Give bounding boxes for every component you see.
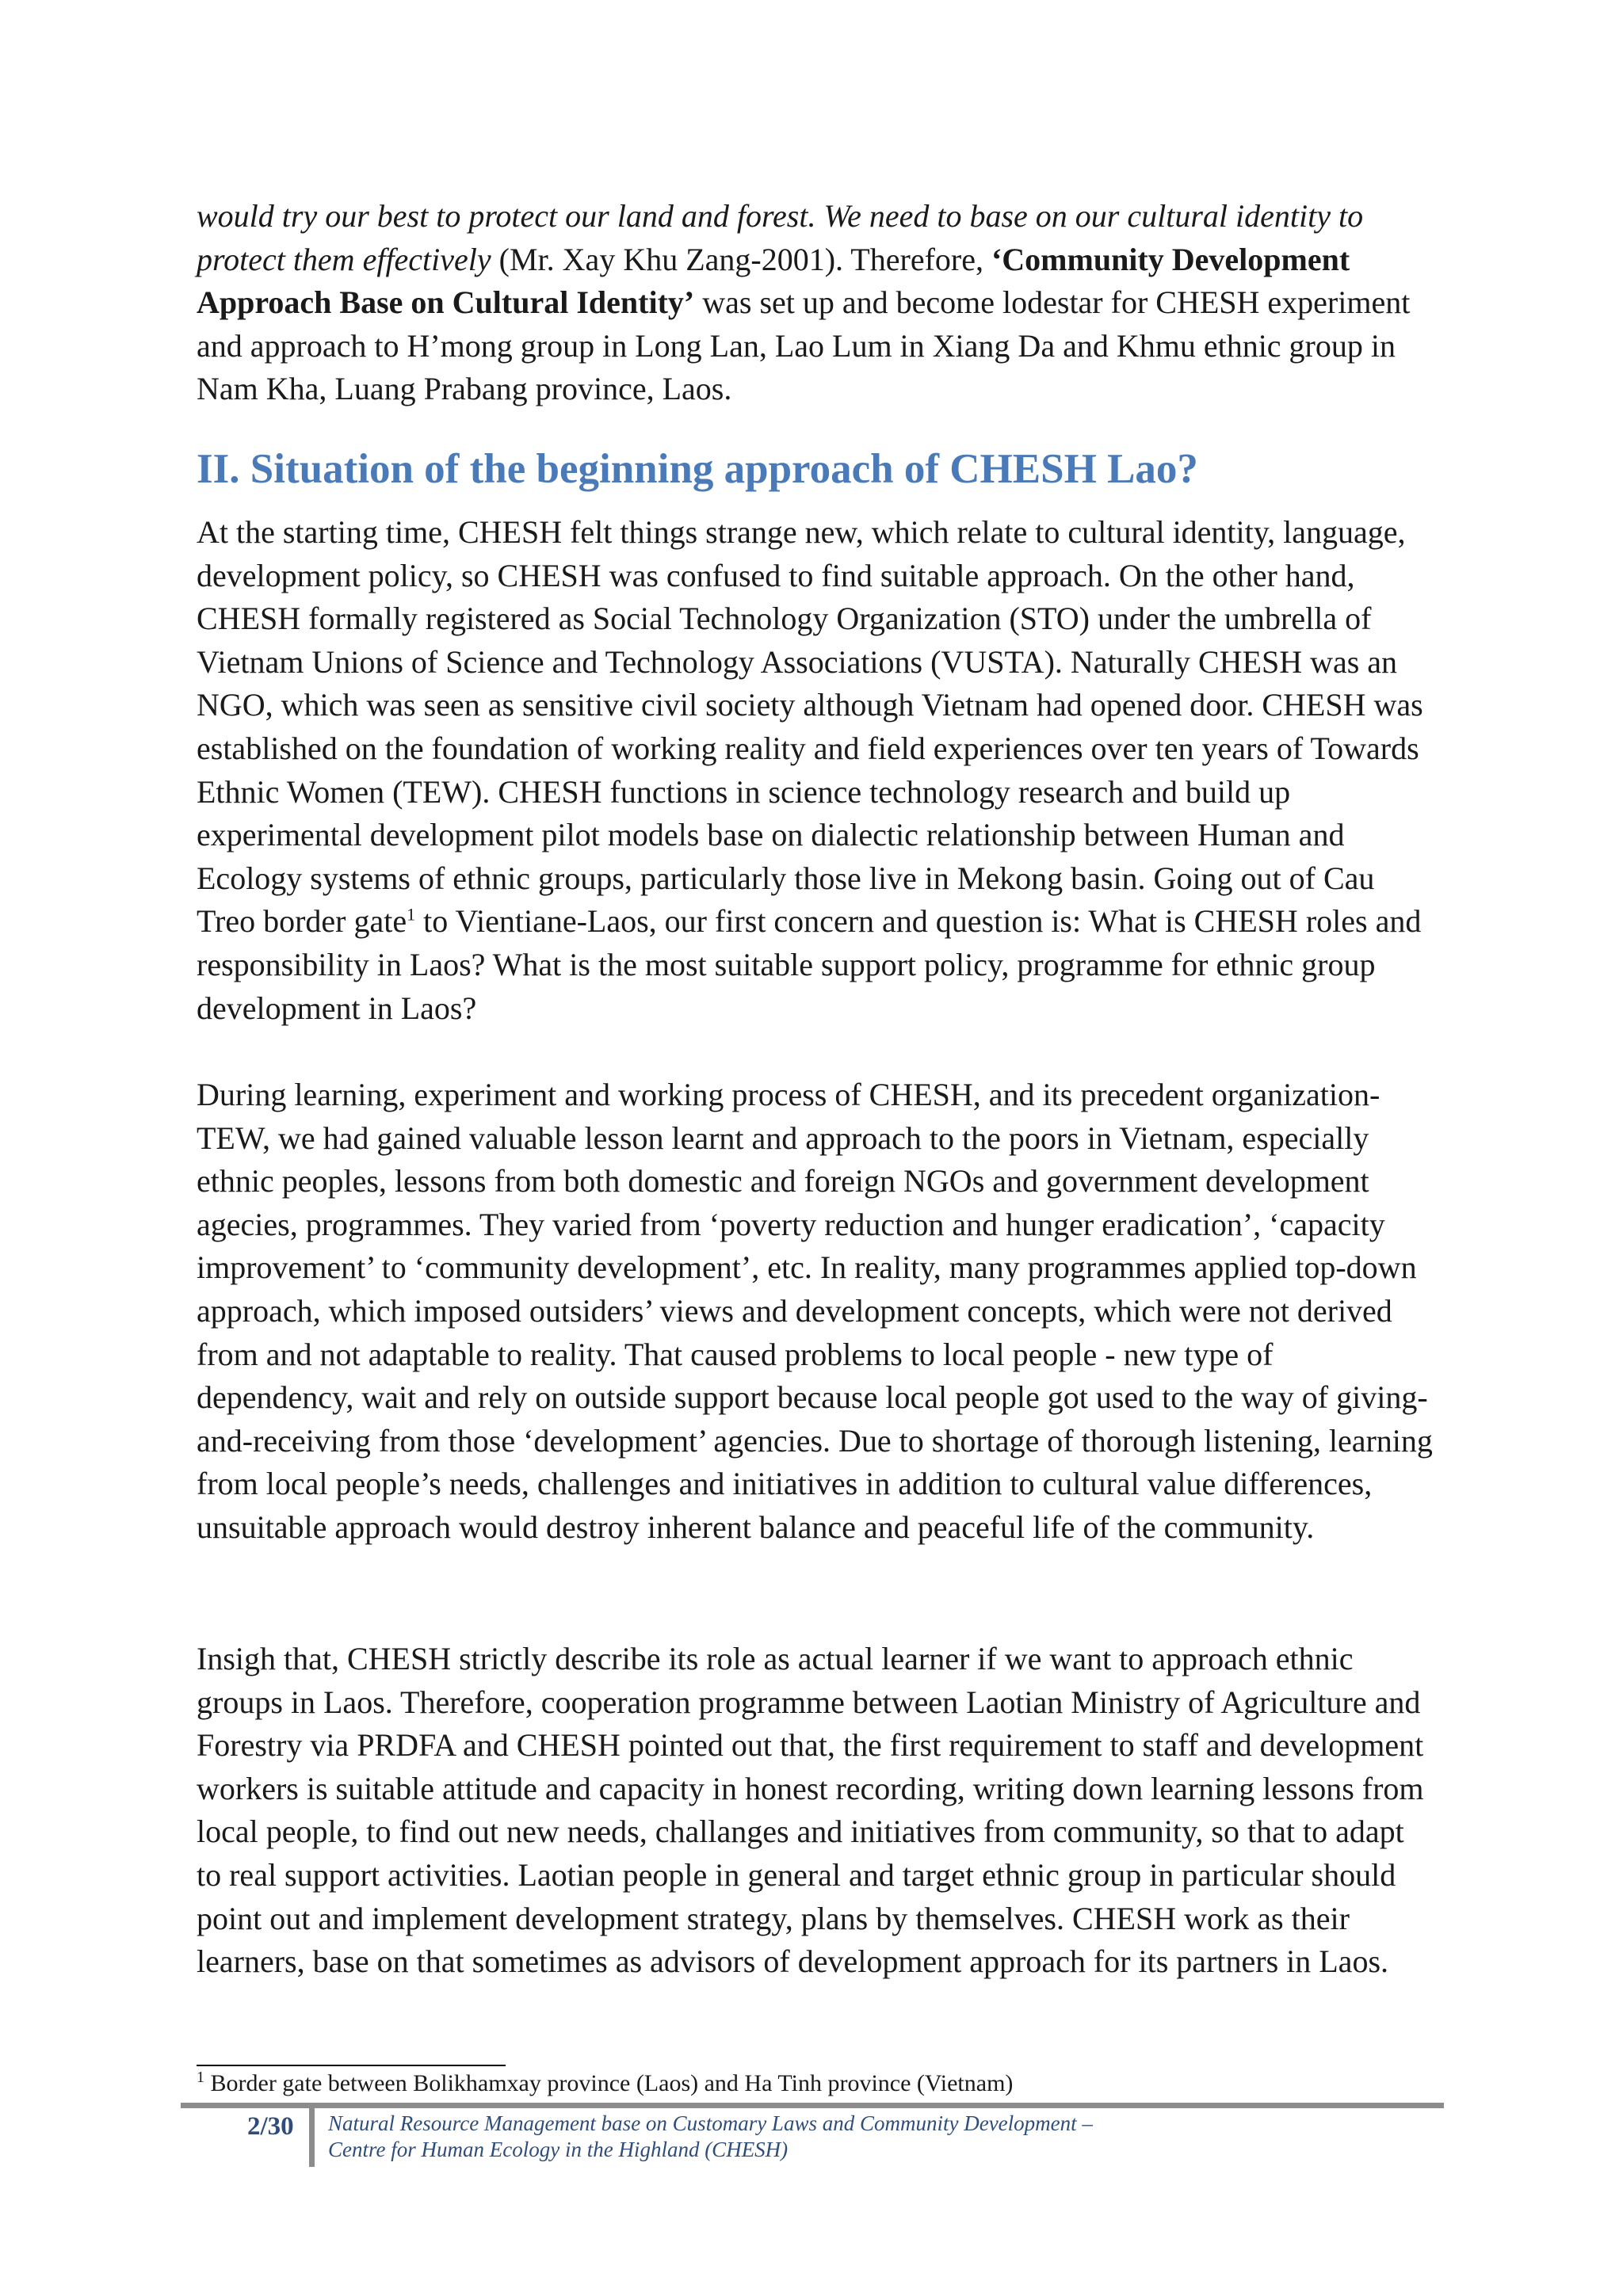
quote-text: would try our best to protect our land and forest. We need to base on our cultural identity to protect them effectively bbox=[197, 198, 1364, 277]
paragraph-1-text: At the starting time, CHESH felt things strange new, which relate to cultural identity, language, development policy, so CHESH was confused to find suitable approach. On the other hand, CHESH formally registered as Social Technology Organization (STO) under the umbrella of Vietnam Unions of Science and Technology Associations (VUSTA). Naturally CHESH was an NGO, which was seen as sensitive civil society although Vietnam had opened door. CHESH was established on the foundation of working reality and field experiences over ten years of Towards Ethnic Women (TEW). CHESH functions in science technology research and build up experimental development pilot models base on dialectic relationship between Human and Ecology systems of ethnic groups, particularly those live in Mekong basin. Going out of Cau Treo border gate bbox=[197, 514, 1423, 940]
intro-rest: was set up and become lodestar for CHESH experiment and approach to H’mong group in Long Lan, Lao Lum in Xiang Da and Khmu ethnic group in Nam Kha, Luang Prabang province, Laos. bbox=[197, 284, 1411, 407]
footer-rule bbox=[181, 2103, 1444, 2108]
paragraph-3-text: Insigh that, CHESH strictly describe its role as actual learner if we want to approach ethnic groups in Laos. Therefore, cooperation programme between Laotian Ministry of Agriculture and Forestry via PRDFA and CHESH pointed out that, the first requirement to staff and development workers is suitable attitude and capacity in honest recording, writing down learning lessons from local people, to find out new needs, challanges and initiatives from community, so that to adapt to real support activities. Laotian people in general and target ethnic group in particular should point out and implement development strategy, plans by themselves. CHESH work as their learners, base on that sometimes as advisors of development approach for its partners in Laos. bbox=[197, 1641, 1424, 1980]
paragraph-3 bbox=[197, 1638, 1433, 1984]
intro-paragraph bbox=[197, 195, 1433, 411]
footer-title-line-2: Centre for Human Ecology in the Highland (CHESH) bbox=[328, 2138, 789, 2161]
footer-title bbox=[328, 2111, 1093, 2163]
paragraph-1-continued: to Vientiane-Laos, our first concern and question is: What is CHESH roles and responsibility in Laos? What is the most suitable support policy, programme for ethnic group development in Laos? bbox=[197, 903, 1422, 1026]
footer-divider bbox=[309, 2108, 315, 2167]
footnote-text: Border gate between Bolikhamxay province (Laos) and Ha Tinh province (Vietnam) bbox=[204, 2070, 1014, 2096]
section-heading: II. Situation of the beginning approach of CHESH Lao? bbox=[197, 446, 1198, 492]
paragraph-2 bbox=[197, 1074, 1433, 1550]
paragraph-2-text: During learning, experiment and working process of CHESH, and its precedent organization-TEW, we had gained valuable lesson learnt and approach to the poors in Vietnam, especially ethnic peoples, lessons from both domestic and foreign NGOs and government development agecies, programmes. They varied from ‘poverty reduction and hunger eradication’, ‘capacity improvement’ to ‘community development’, etc. In reality, many programmes applied top-down approach, which imposed outsiders’ views and development concepts, which were not derived from and not adaptable to reality. That caused problems to local people - new type of dependency, wait and rely on outside support because local people got used to the way of giving-and-receiving from those ‘development’ agencies. Due to shortage of thorough listening, learning from local people’s needs, challenges and initiatives in addition to cultural value differences, unsuitable approach would destroy inherent balance and peaceful life of the community. bbox=[197, 1077, 1433, 1545]
paragraph-1 bbox=[197, 511, 1433, 1030]
quote-attribution: (Mr. Xay Khu Zang-2001). Therefore, bbox=[491, 241, 991, 277]
footnote-separator bbox=[197, 2065, 506, 2066]
footnote-number: 1 bbox=[197, 2069, 204, 2086]
footer-title-line-1: Natural Resource Management base on Customary Laws and Community Development – bbox=[328, 2111, 1093, 2135]
footnote-reference: 1 bbox=[407, 905, 416, 925]
approach-name: ‘Community Development Approach Base on Cultural Identity’ bbox=[197, 241, 1350, 321]
footnote bbox=[197, 2069, 1013, 2098]
page-number: 2/30 bbox=[247, 2112, 294, 2141]
